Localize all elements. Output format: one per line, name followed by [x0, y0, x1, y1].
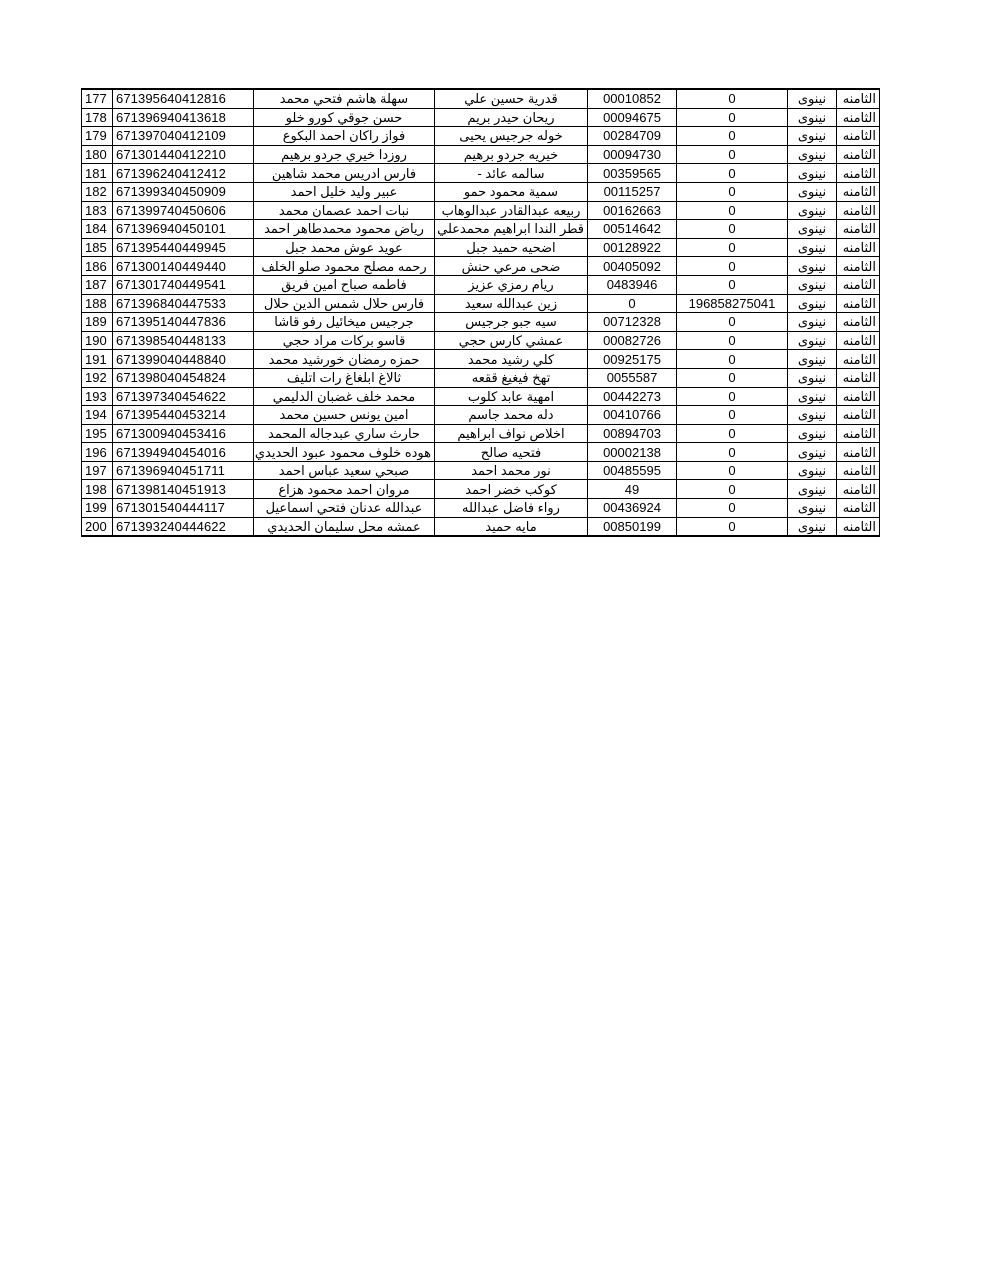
row-number-cell: 197 [82, 461, 113, 480]
stage-label-cell: الثامنه [837, 480, 880, 499]
governorate-cell: نينوى [788, 294, 837, 313]
record-id-cell: 671393240444622 [113, 517, 254, 536]
governorate-cell: نينوى [788, 201, 837, 220]
table-row [82, 164, 880, 183]
phone-number-cell: 0 [677, 201, 788, 220]
mother-name-cell: ربيعه عبدالقادر عبدالوهاب [435, 201, 588, 220]
card-number-cell: 0483946 [588, 275, 677, 294]
mother-name-cell: مايه حميد [435, 517, 588, 536]
record-id-cell: 671301440412210 [113, 145, 254, 164]
governorate-cell: نينوى [788, 164, 837, 183]
record-id-cell: 671395140447836 [113, 313, 254, 332]
row-number-cell: 177 [82, 89, 113, 108]
card-number-cell: 00712328 [588, 313, 677, 332]
governorate-cell: نينوى [788, 461, 837, 480]
governorate-cell: نينوى [788, 238, 837, 257]
full-name-cell: محمد خلف غضبان الدليمي [254, 387, 435, 406]
stage-label-cell: الثامنه [837, 275, 880, 294]
governorate-cell: نينوى [788, 406, 837, 425]
full-name-cell: فاطمه صباح امين فريق [254, 275, 435, 294]
mother-name-cell: رواء فاضل عبدالله [435, 499, 588, 518]
phone-number-cell: 0 [677, 424, 788, 443]
row-number-cell: 181 [82, 164, 113, 183]
stage-label-cell: الثامنه [837, 387, 880, 406]
stage-label-cell: الثامنه [837, 368, 880, 387]
phone-number-cell: 0 [677, 164, 788, 183]
row-number-cell: 187 [82, 275, 113, 294]
stage-label-cell: الثامنه [837, 424, 880, 443]
table-row [82, 313, 880, 332]
phone-number-cell: 196858275041 [677, 294, 788, 313]
phone-number-cell: 0 [677, 108, 788, 127]
mother-name-cell: ضحى مرعي حنش [435, 257, 588, 276]
phone-number-cell: 0 [677, 517, 788, 536]
row-number-cell: 199 [82, 499, 113, 518]
stage-label-cell: الثامنه [837, 257, 880, 276]
stage-label-cell: الثامنه [837, 461, 880, 480]
mother-name-cell: تهخ فيغيغ ققعه [435, 368, 588, 387]
row-number-cell: 185 [82, 238, 113, 257]
record-id-cell: 671396940451711 [113, 461, 254, 480]
mother-name-cell: خوله جرجيس يحيى [435, 127, 588, 146]
phone-number-cell: 0 [677, 461, 788, 480]
mother-name-cell: ريحان حيدر بريم [435, 108, 588, 127]
phone-number-cell: 0 [677, 480, 788, 499]
record-id-cell: 671397040412109 [113, 127, 254, 146]
governorate-cell: نينوى [788, 89, 837, 108]
full-name-cell: روزدا خيري جردو برهيم [254, 145, 435, 164]
record-id-cell: 671300140449440 [113, 257, 254, 276]
row-number-cell: 200 [82, 517, 113, 536]
full-name-cell: عمشه محل سليمان الحديدي [254, 517, 435, 536]
mother-name-cell: ريام رمزي عزيز [435, 275, 588, 294]
governorate-cell: نينوى [788, 182, 837, 201]
row-number-cell: 198 [82, 480, 113, 499]
governorate-cell: نينوى [788, 480, 837, 499]
stage-label-cell: الثامنه [837, 145, 880, 164]
row-number-cell: 189 [82, 313, 113, 332]
card-number-cell: 00514642 [588, 220, 677, 239]
stage-label-cell: الثامنه [837, 89, 880, 108]
stage-label-cell: الثامنه [837, 499, 880, 518]
row-number-cell: 179 [82, 127, 113, 146]
mother-name-cell: عمشي كارس حجي [435, 331, 588, 350]
table-row [82, 331, 880, 350]
card-number-cell: 00162663 [588, 201, 677, 220]
card-number-cell: 00442273 [588, 387, 677, 406]
phone-number-cell: 0 [677, 145, 788, 164]
stage-label-cell: الثامنه [837, 294, 880, 313]
phone-number-cell: 0 [677, 275, 788, 294]
table-row [82, 108, 880, 127]
governorate-cell: نينوى [788, 127, 837, 146]
card-number-cell: 00010852 [588, 89, 677, 108]
table-row [82, 127, 880, 146]
table-row [82, 499, 880, 518]
mother-name-cell: امهية عابد كلوب [435, 387, 588, 406]
mother-name-cell: اضحيه حميد جبل [435, 238, 588, 257]
phone-number-cell: 0 [677, 89, 788, 108]
card-number-cell: 00094675 [588, 108, 677, 127]
phone-number-cell: 0 [677, 406, 788, 425]
governorate-cell: نينوى [788, 108, 837, 127]
full-name-cell: فارس حلال شمس الدين حلال [254, 294, 435, 313]
governorate-cell: نينوى [788, 313, 837, 332]
stage-label-cell: الثامنه [837, 331, 880, 350]
full-name-cell: رياض محمود محمدطاهر احمد [254, 220, 435, 239]
row-number-cell: 180 [82, 145, 113, 164]
full-name-cell: حارث ساري عبدجاله المحمد [254, 424, 435, 443]
phone-number-cell: 0 [677, 220, 788, 239]
table-row [82, 89, 880, 108]
table-row [82, 387, 880, 406]
table-row [82, 201, 880, 220]
phone-number-cell: 0 [677, 182, 788, 201]
phone-number-cell: 0 [677, 313, 788, 332]
row-number-cell: 184 [82, 220, 113, 239]
full-name-cell: حسن جوقي كورو خلو [254, 108, 435, 127]
stage-label-cell: الثامنه [837, 238, 880, 257]
governorate-cell: نينوى [788, 387, 837, 406]
row-number-cell: 194 [82, 406, 113, 425]
record-id-cell: 671397340454622 [113, 387, 254, 406]
mother-name-cell: خيريه جردو برهيم [435, 145, 588, 164]
card-number-cell: 00284709 [588, 127, 677, 146]
record-id-cell: 671301740449541 [113, 275, 254, 294]
stage-label-cell: الثامنه [837, 443, 880, 462]
phone-number-cell: 0 [677, 127, 788, 146]
card-number-cell: 00115257 [588, 182, 677, 201]
governorate-cell: نينوى [788, 517, 837, 536]
full-name-cell: فواز راكان احمد البكوع [254, 127, 435, 146]
row-number-cell: 186 [82, 257, 113, 276]
row-number-cell: 196 [82, 443, 113, 462]
card-number-cell: 00894703 [588, 424, 677, 443]
record-id-cell: 671396940413618 [113, 108, 254, 127]
beneficiary-table [81, 88, 880, 537]
mother-name-cell: سمية محمود حمو [435, 182, 588, 201]
card-number-cell: 49 [588, 480, 677, 499]
table-row [82, 517, 880, 536]
full-name-cell: نبات احمد عصمان محمد [254, 201, 435, 220]
mother-name-cell: سالمه عائد - [435, 164, 588, 183]
table-row [82, 424, 880, 443]
mother-name-cell: كلي رشيد محمد [435, 350, 588, 369]
governorate-cell: نينوى [788, 275, 837, 294]
record-id-cell: 671396240412412 [113, 164, 254, 183]
table-row [82, 368, 880, 387]
governorate-cell: نينوى [788, 368, 837, 387]
mother-name-cell: فتحيه صالح [435, 443, 588, 462]
governorate-cell: نينوى [788, 443, 837, 462]
row-number-cell: 178 [82, 108, 113, 127]
mother-name-cell: نور محمد احمد [435, 461, 588, 480]
full-name-cell: مروان احمد محمود هزاع [254, 480, 435, 499]
stage-label-cell: الثامنه [837, 313, 880, 332]
governorate-cell: نينوى [788, 424, 837, 443]
mother-name-cell: كوكب خضر احمد [435, 480, 588, 499]
record-id-cell: 671395440449945 [113, 238, 254, 257]
phone-number-cell: 0 [677, 350, 788, 369]
record-id-cell: 671300940453416 [113, 424, 254, 443]
full-name-cell: هوده خلوف محمود عبود الحديدي [254, 443, 435, 462]
phone-number-cell: 0 [677, 443, 788, 462]
record-id-cell: 671399740450606 [113, 201, 254, 220]
phone-number-cell: 0 [677, 238, 788, 257]
full-name-cell: سهلة هاشم فتحي محمد [254, 89, 435, 108]
card-number-cell: 00002138 [588, 443, 677, 462]
full-name-cell: عبير وليد خليل احمد [254, 182, 435, 201]
row-number-cell: 190 [82, 331, 113, 350]
full-name-cell: قاسو بركات مراد حجي [254, 331, 435, 350]
stage-label-cell: الثامنه [837, 164, 880, 183]
phone-number-cell: 0 [677, 331, 788, 350]
mother-name-cell: اخلاص نواف ابراهيم [435, 424, 588, 443]
full-name-cell: عويد عوش محمد جبل [254, 238, 435, 257]
phone-number-cell: 0 [677, 499, 788, 518]
full-name-cell: جرجيس ميخائيل رفو قاشا [254, 313, 435, 332]
record-id-cell: 671398140451913 [113, 480, 254, 499]
full-name-cell: رحمه مصلح محمود صلو الخلف [254, 257, 435, 276]
mother-name-cell: زين عبدالله سعيد [435, 294, 588, 313]
governorate-cell: نينوى [788, 220, 837, 239]
record-id-cell: 671394940454016 [113, 443, 254, 462]
table-body [82, 89, 880, 536]
mother-name-cell: دله محمد جاسم [435, 406, 588, 425]
stage-label-cell: الثامنه [837, 201, 880, 220]
stage-label-cell: الثامنه [837, 108, 880, 127]
governorate-cell: نينوى [788, 331, 837, 350]
phone-number-cell: 0 [677, 387, 788, 406]
stage-label-cell: الثامنه [837, 182, 880, 201]
record-id-cell: 671399040448840 [113, 350, 254, 369]
mother-name-cell: سيه جبو جرجيس [435, 313, 588, 332]
full-name-cell: ثالاغ ابلغاغ رات اتليف [254, 368, 435, 387]
stage-label-cell: الثامنه [837, 406, 880, 425]
card-number-cell: 00925175 [588, 350, 677, 369]
record-id-cell: 671301540444117 [113, 499, 254, 518]
row-number-cell: 193 [82, 387, 113, 406]
card-number-cell: 00436924 [588, 499, 677, 518]
card-number-cell: 00410766 [588, 406, 677, 425]
full-name-cell: عبدالله عدنان فتحي اسماعيل [254, 499, 435, 518]
stage-label-cell: الثامنه [837, 220, 880, 239]
stage-label-cell: الثامنه [837, 350, 880, 369]
row-number-cell: 192 [82, 368, 113, 387]
table-row [82, 182, 880, 201]
card-number-cell: 00128922 [588, 238, 677, 257]
card-number-cell: 00082726 [588, 331, 677, 350]
card-number-cell: 00359565 [588, 164, 677, 183]
card-number-cell: 00405092 [588, 257, 677, 276]
row-number-cell: 191 [82, 350, 113, 369]
record-id-cell: 671396940450101 [113, 220, 254, 239]
card-number-cell: 00094730 [588, 145, 677, 164]
row-number-cell: 183 [82, 201, 113, 220]
card-number-cell: 0 [588, 294, 677, 313]
row-number-cell: 188 [82, 294, 113, 313]
table-row [82, 145, 880, 164]
governorate-cell: نينوى [788, 257, 837, 276]
table-row [82, 257, 880, 276]
record-id-cell: 671398540448133 [113, 331, 254, 350]
card-number-cell: 00485595 [588, 461, 677, 480]
full-name-cell: فارس ادريس محمد شاهين [254, 164, 435, 183]
table-row [82, 238, 880, 257]
card-number-cell: 0055587 [588, 368, 677, 387]
stage-label-cell: الثامنه [837, 517, 880, 536]
table-row [82, 461, 880, 480]
table-row [82, 480, 880, 499]
governorate-cell: نينوى [788, 350, 837, 369]
table-row [82, 350, 880, 369]
record-id-cell: 671399340450909 [113, 182, 254, 201]
governorate-cell: نينوى [788, 145, 837, 164]
stage-label-cell: الثامنه [837, 127, 880, 146]
full-name-cell: حمزه رمضان خورشيد محمد [254, 350, 435, 369]
record-id-cell: 671395440453214 [113, 406, 254, 425]
mother-name-cell: قطر الندا ابراهيم محمدعلي [435, 220, 588, 239]
beneficiary-sheet [81, 88, 880, 537]
full-name-cell: صبحي سعيد عباس احمد [254, 461, 435, 480]
row-number-cell: 182 [82, 182, 113, 201]
governorate-cell: نينوى [788, 499, 837, 518]
table-row [82, 443, 880, 462]
full-name-cell: امين يونس حسين محمد [254, 406, 435, 425]
record-id-cell: 671395640412816 [113, 89, 254, 108]
card-number-cell: 00850199 [588, 517, 677, 536]
mother-name-cell: قدرية حسين علي [435, 89, 588, 108]
record-id-cell: 671396840447533 [113, 294, 254, 313]
table-row [82, 275, 880, 294]
table-row [82, 294, 880, 313]
row-number-cell: 195 [82, 424, 113, 443]
record-id-cell: 671398040454824 [113, 368, 254, 387]
phone-number-cell: 0 [677, 257, 788, 276]
table-row [82, 406, 880, 425]
table-row [82, 220, 880, 239]
phone-number-cell: 0 [677, 368, 788, 387]
